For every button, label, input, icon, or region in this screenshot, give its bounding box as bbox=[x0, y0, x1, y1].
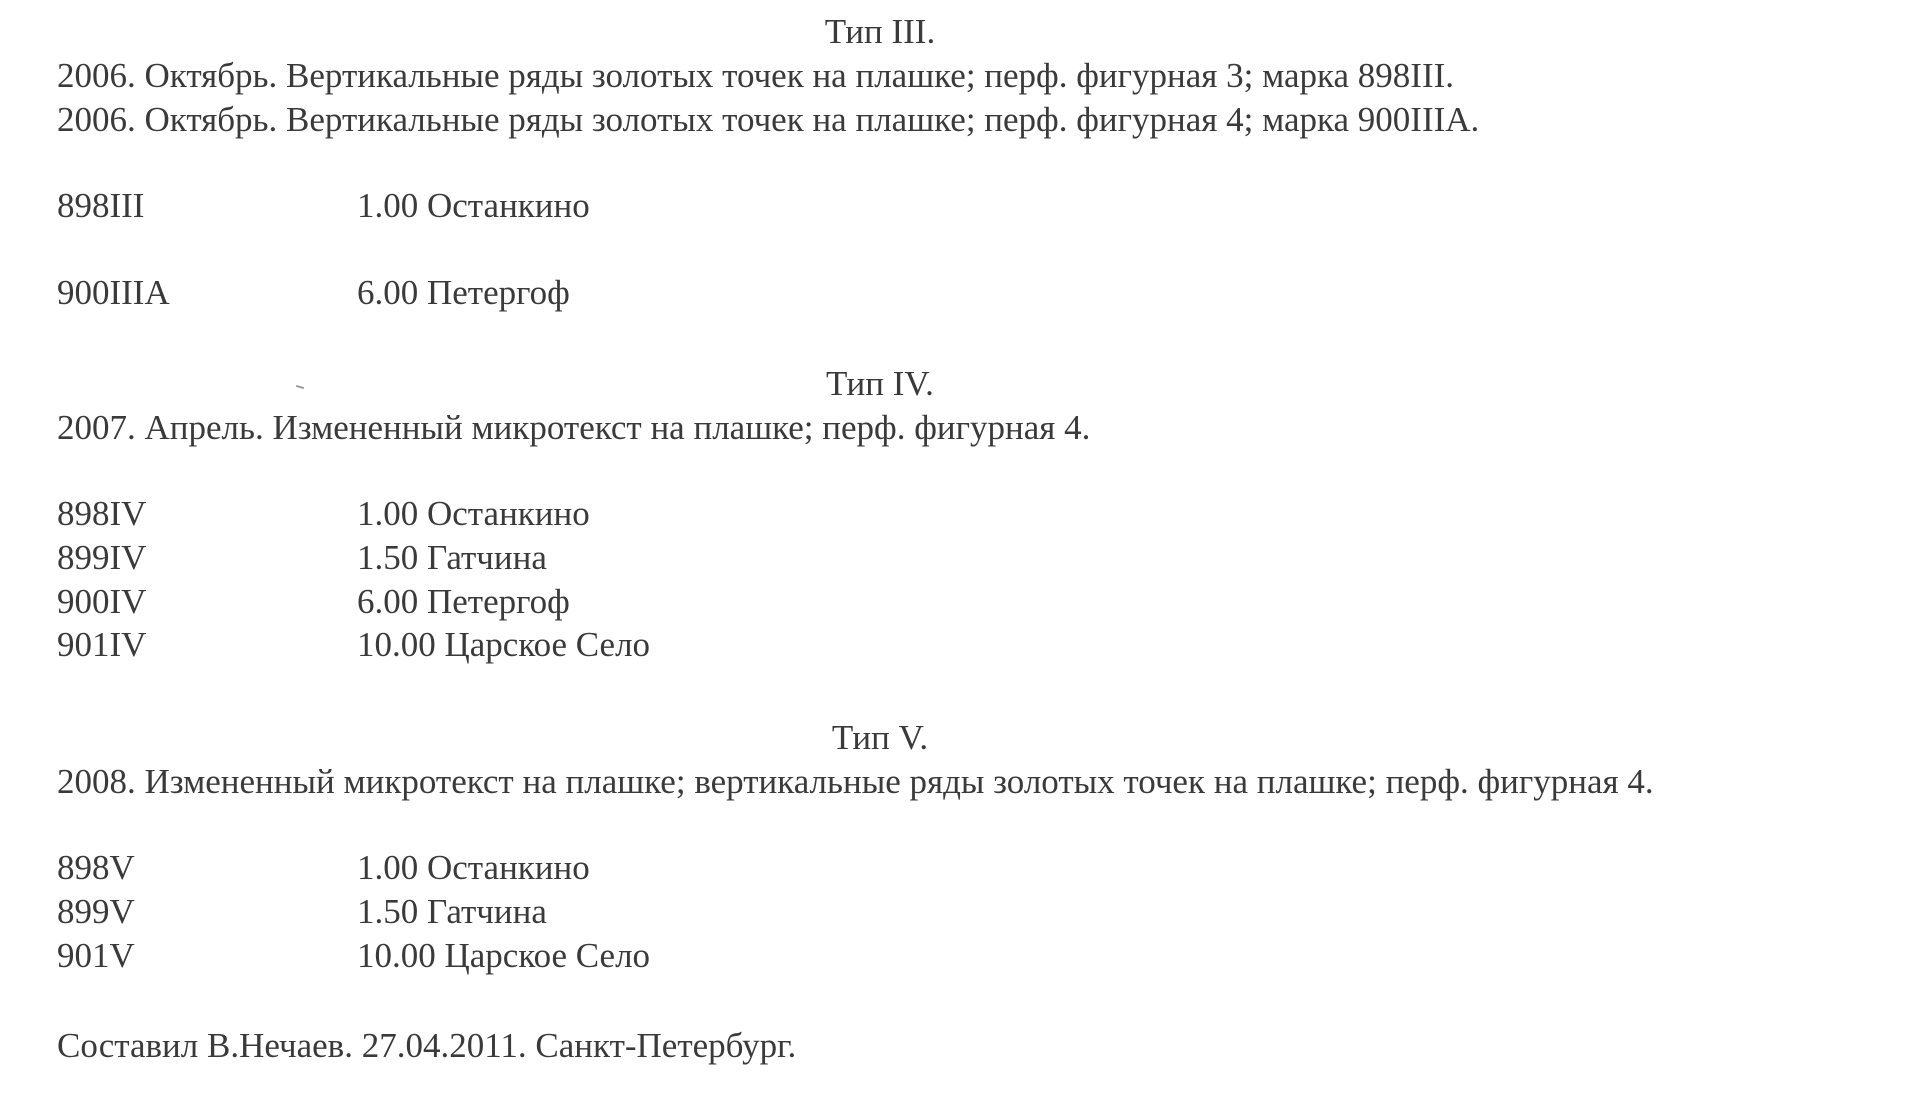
stamp-code: 900IIIA bbox=[57, 273, 170, 312]
list-item bbox=[57, 184, 590, 228]
stamp-description: 1.00 Останкино bbox=[357, 186, 590, 225]
list-item bbox=[57, 623, 650, 667]
section-description-line: 2006. Октябрь. Вертикальные ряды золотых точек на плашке; перф. фигурная 3; марка 898III. bbox=[57, 56, 1455, 95]
list-item bbox=[57, 934, 650, 978]
stamp-code: 899IV bbox=[57, 538, 147, 577]
stamp-code: 899V bbox=[57, 892, 135, 931]
list-item bbox=[57, 536, 547, 580]
section-description-line: 2006. Октябрь. Вертикальные ряды золотых точек на плашке; перф. фигурная 4; марка 900IIIA. bbox=[57, 100, 1480, 139]
stamp-code: 901IV bbox=[57, 625, 147, 664]
list-item bbox=[57, 890, 547, 934]
stamp-code: 900IV bbox=[57, 582, 147, 621]
stamp-description: 1.50 Гатчина bbox=[357, 538, 547, 577]
stamp-code: 898III bbox=[57, 186, 145, 225]
list-item bbox=[57, 492, 590, 536]
stamp-description: 10.00 Царское Село bbox=[357, 936, 651, 975]
stamp-description: 1.50 Гатчина bbox=[357, 892, 547, 931]
section-description-line: 2008. Измененный микротекст на плашке; вертикальные ряды золотых точек на плашке; перф. фигурная 4. bbox=[57, 762, 1654, 801]
stamp-code: 898IV bbox=[57, 494, 147, 533]
section-heading-type-v: Тип V. bbox=[831, 718, 929, 757]
list-item bbox=[57, 846, 590, 890]
stamp-description: 1.00 Останкино bbox=[357, 848, 590, 887]
list-item bbox=[57, 580, 570, 624]
section-heading-type-iii: Тип III. bbox=[824, 12, 936, 51]
stamp-code: 898V bbox=[57, 848, 135, 887]
list-item bbox=[57, 271, 570, 315]
stamp-code: 901V bbox=[57, 936, 135, 975]
section-heading-type-iv: Тип IV. bbox=[826, 364, 934, 403]
stamp-description: 10.00 Царское Село bbox=[357, 625, 651, 664]
compiler-signature-line: Составил В.Нечаев. 27.04.2011. Санкт-Петербург. bbox=[57, 1026, 797, 1065]
stamp-description: 1.00 Останкино bbox=[357, 494, 590, 533]
section-description-line: 2007. Апрель. Измененный микротекст на плашке; перф. фигурная 4. bbox=[57, 408, 1091, 447]
stamp-description: 6.00 Петергоф bbox=[357, 582, 570, 621]
stamp-description: 6.00 Петергоф bbox=[357, 273, 570, 312]
